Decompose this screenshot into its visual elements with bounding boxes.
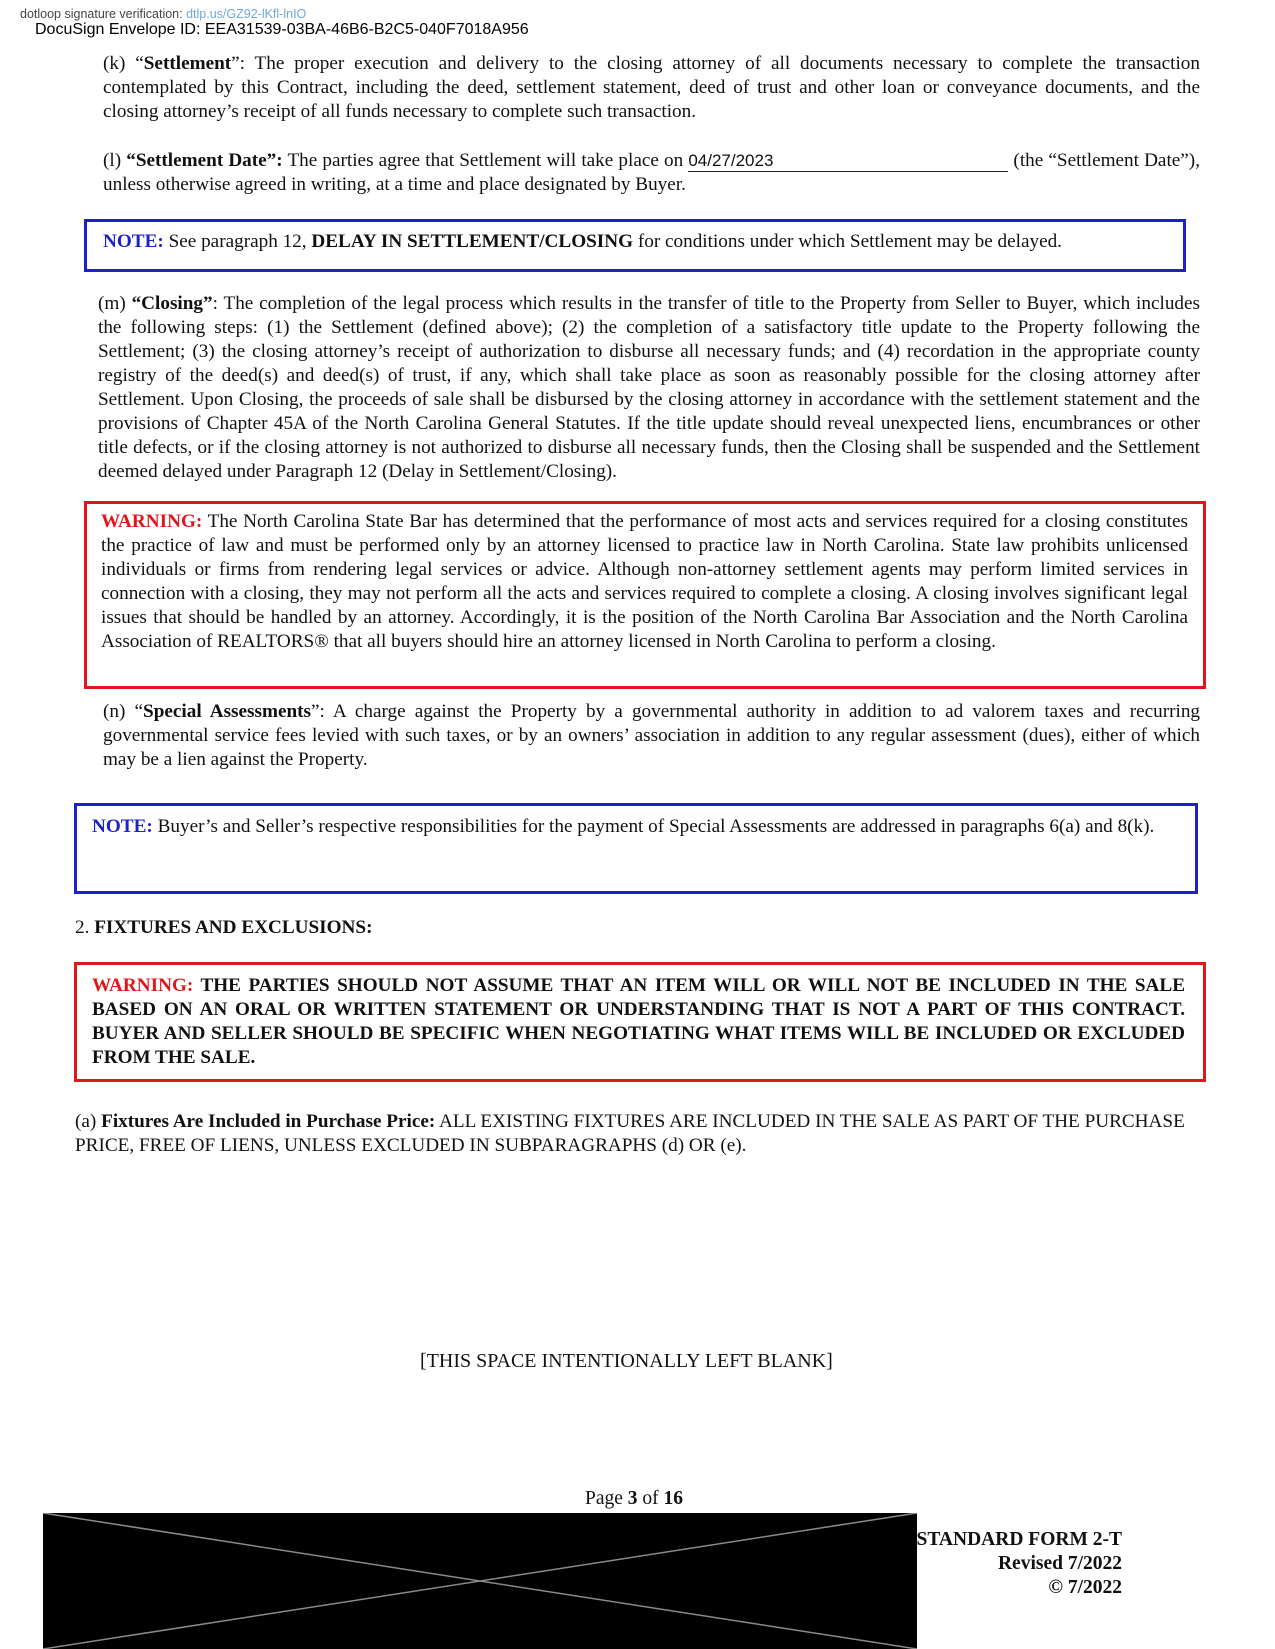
note-text-after: for conditions under which Settlement may be delayed. [633,231,1062,252]
form-name: STANDARD FORM 2-T [916,1529,1122,1550]
page-number [585,1488,683,1510]
note-text: See paragraph 12, [163,231,312,252]
verification-link[interactable]: dtlp.us/GZ92-lKfl-lnIO [186,7,307,21]
warning-text: The North Carolina State Bar has determined that the performance of most acts and services required for a closing constitutes the practice of law and must be performed only by an attorney licensed to practice law in North Carolina. State law prohibits unlicensed individuals or firms from rendering legal services or advice. Although non-attorney settlement agents may perform limited services in connection with a closing, they may not perform all the acts and services required to complete a closing. A closing involves significant legal issues that should be handled by an attorney. Accordingly, it is the position of the North Carolina Bar Association and the North Carolina Association of REALTORS® that all buyers should hire an attorney licensed in North Carolina to perform a closing. [101,511,1188,652]
paragraph-prefix: (k) “ [103,53,144,74]
paragraph-prefix: (a) [75,1111,102,1132]
term-settlement-date: “Settlement Date”: [126,150,283,171]
form-copyright: © 7/2022 [1048,1577,1122,1598]
paragraph-closing [98,292,1200,484]
closing-definition: : The completion of the legal process which results in the transfer of title to the Property from Seller to Buyer, which includes the following steps: (1) the Settlement (defined above); (2) the completion of a satisfactory title update to the Property following the Settlement; (3) the closing attorney’s receipt of authorization to disburse all necessary funds; and (4) recordation in the appropriate county registry of the deed(s) and deed(s) of trust, if any, which shall take place as soon as reasonably possible for the closing attorney after Settlement. Upon Closing, the proceeds of sale shall be disbursed by the closing attorney in accordance with the settlement statement and the provisions of Chapter 45A of the North Carolina General Statutes. If the title update should reveal unexpected liens, encumbrances or other title defects, or if the closing attorney is not authorized to disburse all necessary funds, then the Closing shall be suspended and the Settlement deemed delayed under Paragraph 12 (Delay in Settlement/Closing). [98,293,1200,482]
warning-label: WARNING: [92,975,194,996]
fixtures-included-text: ALL EXISTING FIXTURES ARE INCLUDED IN THE SALE AS PART OF THE PURCHASE PRICE, FREE OF LIENS, UNLESS EXCLUDED IN SUBPARAGRAPHS (d) OR (e). [75,1111,1185,1156]
paragraph-prefix: (l) [103,150,127,171]
section-heading-fixtures [75,916,372,940]
paragraph-settlement [103,52,1200,124]
settlement-date-text-after: (the “Settlement Date”), unless otherwise agreed in writing, at a time and place designated by Buyer. [103,150,1200,195]
page-current: 3 [627,1488,638,1509]
page-total: 16 [663,1488,684,1509]
settlement-date-field[interactable]: 04/27/2023 [688,151,1008,172]
settlement-date-text: The parties agree that Settlement will take place on [282,150,689,171]
warning-closing-text [101,510,1188,654]
redacted-footer-image [43,1513,917,1649]
term-closing: “Closing” [131,293,213,314]
signature-verification-line [20,7,306,21]
form-revised: Revised 7/2022 [997,1553,1122,1574]
term-fixtures-included: Fixtures Are Included in Purchase Price: [101,1111,436,1132]
paragraph-settlement-date [103,149,1200,197]
note-assessments-text [92,815,1180,839]
paragraph-fixtures-included [75,1110,1185,1158]
paragraph-prefix: (n) “ [103,701,144,722]
note-text: Buyer’s and Seller’s respective responsibilities for the payment of Special Assessments are addressed in paragraphs 6(a) and 8(k). [152,816,1155,837]
verification-label: dotloop signature verification: [20,7,183,21]
redaction-cross-icon [43,1513,917,1649]
note-bold-reference: DELAY IN SETTLEMENT/CLOSING [311,231,634,252]
form-identifier [917,1528,1122,1600]
note-delay-text [103,230,1173,254]
special-assessments-definition: ”: A charge against the Property by a governmental authority in addition to ad valorem taxes and recurring governmental service fees levied with such taxes, or by an owners’ association in addition to any regular assessment (dues), either of which may be a lien against the Property. [103,701,1201,770]
envelope-id: DocuSign Envelope ID: EEA31539-03BA-46B6-B2C5-040F7018A956 [35,21,529,38]
term-settlement: Settlement [143,53,232,74]
section-title: FIXTURES AND EXCLUSIONS: [94,917,373,938]
section-number: 2. [75,917,95,938]
warning-fixtures-text [92,974,1185,1070]
settlement-definition: ”: The proper execution and delivery to the closing attorney of all documents necessary to complete the transaction contemplated by this Contract, including the deed, settlement statement, deed of trust and other loan or conveyance documents, and the closing attorney’s receipt of all funds necessary to complete such transaction. [103,53,1200,122]
warning-text: THE PARTIES SHOULD NOT ASSUME THAT AN ITEM WILL OR WILL NOT BE INCLUDED IN THE SALE BASED ON AN ORAL OR WRITTEN STATEMENT OR UNDERSTANDING THAT IS NOT A PART OF THIS CONTRACT. BUYER AND SELLER SHOULD BE SPECIFIC WHEN NEGOTIATING WHAT ITEMS WILL BE INCLUDED OR EXCLUDED FROM THE SALE. [92,975,1185,1068]
term-special-assessments: Special Assessments [143,701,311,722]
note-label: NOTE: [103,231,164,252]
warning-label: WARNING: [101,511,203,532]
paragraph-prefix: (m) [98,293,132,314]
page-label: Page [585,1488,628,1509]
blank-space-notice: [THIS SPACE INTENTIONALLY LEFT BLANK] [420,1350,833,1372]
note-label: NOTE: [92,816,153,837]
paragraph-special-assessments [103,700,1200,772]
page-of: of [637,1488,664,1509]
